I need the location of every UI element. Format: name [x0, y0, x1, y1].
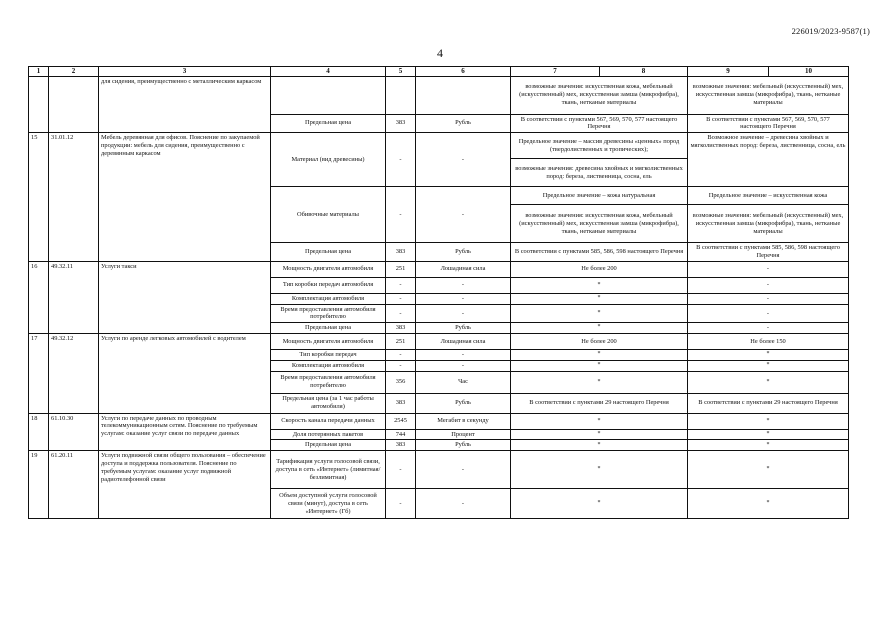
unit: Лошадиная сила: [416, 334, 511, 350]
characteristic: Комплектация автомобиля: [271, 360, 386, 371]
procurement-table: [28, 66, 849, 519]
item-name: Услуги такси: [99, 261, 271, 333]
okpd-code: 49.32.11: [49, 261, 99, 333]
value-cell: -: [688, 323, 849, 334]
value-cell: *: [511, 293, 688, 304]
value-cell: В соответствии с пунктами 567, 569, 570, 577 настоящего Перечня: [511, 114, 688, 133]
unit: -: [416, 187, 511, 243]
okei-code: -: [386, 360, 416, 371]
value-cell: возможные значения: искусственная кожа, мебельный (искусственный) мех, искусственная замша (микрофибра), ткань, нетканые материалы: [511, 76, 688, 114]
column-number-row: [29, 67, 849, 77]
unit: -: [416, 350, 511, 361]
table-row: [29, 133, 849, 159]
okpd-code: 31.01.12: [49, 133, 99, 262]
okei-code: -: [386, 293, 416, 304]
characteristic: Предельная цена: [271, 323, 386, 334]
item-name: Услуги подвижной связи общего пользования – обеспечение доступа и поддержка пользователя. Пояснение по требуемым услугам: оказание услуг подвижной радиотелефонной связи: [99, 451, 271, 519]
value-cell: Не более 150: [688, 334, 849, 350]
characteristic: Предельная цена (за 1 час работы автомобиля): [271, 393, 386, 413]
unit: -: [416, 451, 511, 489]
column-number: 2: [49, 67, 99, 77]
value-cell: -: [688, 293, 849, 304]
characteristic: Скорость канала передачи данных: [271, 413, 386, 429]
value-cell: В соответствии с пунктами 29 настоящего Перечня: [511, 393, 688, 413]
characteristic: Тип коробки передач автомобиля: [271, 277, 386, 293]
value-cell: -: [688, 261, 849, 277]
value-cell: возможные значения: искусственная кожа, мебельный (искусственный) мех, искусственная замша (микрофибра), ткань, нетканые материалы: [511, 205, 688, 243]
row-number: 19: [29, 451, 49, 519]
column-number: 10: [769, 67, 849, 77]
column-number: 8: [600, 67, 688, 77]
value-cell: Предельное значение – кожа натуральная: [511, 187, 688, 205]
unit: -: [416, 489, 511, 519]
table-row: [29, 451, 849, 489]
characteristic: Время предоставления автомобиля потребителю: [271, 304, 386, 323]
value-cell: Предельное значение – искусственная кожа: [688, 187, 849, 205]
okei-code: 2545: [386, 413, 416, 429]
value-cell: -: [688, 304, 849, 323]
item-name: Услуги по передаче данных по проводным телекоммуникационным сетям. Пояснение по требуемым услугам: оказание услуг связи по передаче данных: [99, 413, 271, 451]
okei-code: 356: [386, 371, 416, 393]
okei-code: -: [386, 277, 416, 293]
unit: -: [416, 360, 511, 371]
item-name: для сидения, преимущественно с металлическим каркасом: [99, 76, 271, 133]
unit: Рубль: [416, 440, 511, 451]
okpd-code: 49.32.12: [49, 334, 99, 414]
unit: -: [416, 277, 511, 293]
value-cell: *: [688, 413, 849, 429]
value-cell: *: [511, 350, 688, 361]
row-number: 17: [29, 334, 49, 414]
unit: Час: [416, 371, 511, 393]
characteristic: Тип коробки передач: [271, 350, 386, 361]
table-row: [29, 76, 849, 114]
unit: -: [416, 304, 511, 323]
value-cell: возможные значения: мебельный (искусственный) мех, искусственная замша (микрофибра), ткань, нетканые материалы: [688, 76, 849, 114]
column-number: 1: [29, 67, 49, 77]
unit: Рубль: [416, 243, 511, 262]
unit: Рубль: [416, 323, 511, 334]
column-number: 3: [99, 67, 271, 77]
unit: Рубль: [416, 114, 511, 133]
okei-code: -: [386, 133, 416, 187]
value-cell: *: [688, 440, 849, 451]
value-cell: В соответствии с пунктами 585, 586, 598 настоящего Перечня: [688, 243, 849, 262]
okei-code: -: [386, 451, 416, 489]
value-cell: *: [511, 413, 688, 429]
page-number: 4: [437, 46, 443, 60]
value-cell: *: [688, 350, 849, 361]
value-cell: *: [511, 277, 688, 293]
value-cell: *: [688, 371, 849, 393]
okei-code: 383: [386, 114, 416, 133]
characteristic: Комплектация автомобиля: [271, 293, 386, 304]
okei-code: -: [386, 304, 416, 323]
okpd-code: 61.20.11: [49, 451, 99, 519]
row-number: 18: [29, 413, 49, 451]
value-cell: *: [511, 323, 688, 334]
characteristic: Предельная цена: [271, 243, 386, 262]
table-row: [29, 261, 849, 277]
value-cell: Возможное значение – древесина хвойных и мягколиственных пород: береза, лиственница, сосна, ель: [688, 133, 849, 187]
characteristic: Тарификация услуги голосовой связи, доступа в сеть «Интернет» (лимитная/безлимитная): [271, 451, 386, 489]
characteristic: Предельная цена: [271, 114, 386, 133]
characteristic: Мощность двигателя автомобиля: [271, 261, 386, 277]
unit: Рубль: [416, 393, 511, 413]
characteristic: Обивочные материалы: [271, 187, 386, 243]
value-cell: *: [511, 489, 688, 519]
unit: Процент: [416, 429, 511, 440]
value-cell: *: [511, 429, 688, 440]
value-cell: *: [511, 451, 688, 489]
characteristic: Доля потерянных пакетов: [271, 429, 386, 440]
characteristic: Объем доступной услуги голосовой связи (минут), доступа в сеть «Интернет» (Гб): [271, 489, 386, 519]
value-cell: *: [511, 371, 688, 393]
column-number: 7: [511, 67, 600, 77]
characteristic: Время предоставления автомобиля потребителю: [271, 371, 386, 393]
row-number: 15: [29, 133, 49, 262]
value-cell: *: [688, 360, 849, 371]
item-name: Услуги по аренде легковых автомобилей с водителем: [99, 334, 271, 414]
value-cell: Не более 200: [511, 261, 688, 277]
table-row: [29, 334, 849, 350]
value-cell: Не более 200: [511, 334, 688, 350]
okei-code: -: [386, 187, 416, 243]
value-cell: *: [511, 440, 688, 451]
okpd-code: 61.10.30: [49, 413, 99, 451]
value-cell: *: [511, 304, 688, 323]
okei-code: 383: [386, 243, 416, 262]
value-cell: *: [688, 489, 849, 519]
characteristic: Материал (вид древесины): [271, 133, 386, 187]
unit: -: [416, 293, 511, 304]
characteristic: Мощность двигателя автомобиля: [271, 334, 386, 350]
okei-code: -: [386, 350, 416, 361]
value-cell: -: [688, 277, 849, 293]
okei-code: -: [386, 489, 416, 519]
item-name: Мебель деревянная для офисов. Пояснение по закупаемой продукции: мебель для сидения, преимущественно с деревянным каркасом: [99, 133, 271, 262]
okei-code: 383: [386, 440, 416, 451]
value-cell: В соответствии с пунктами 29 настоящего Перечня: [688, 393, 849, 413]
table-row: [29, 413, 849, 429]
value-cell: возможные значения: древесина хвойных и мягколиственных пород: береза, лиственница, сосна, ель: [511, 159, 688, 187]
column-number: 6: [416, 67, 511, 77]
value-cell: *: [511, 360, 688, 371]
okei-code: 744: [386, 429, 416, 440]
okei-code: 251: [386, 334, 416, 350]
value-cell: В соответствии с пунктами 567, 569, 570, 577 настоящего Перечня: [688, 114, 849, 133]
okei-code: 383: [386, 323, 416, 334]
value-cell: возможные значения: мебельный (искусственный) мех, искусственная замша (микрофибра), ткань, нетканые материалы: [688, 205, 849, 243]
document-number: 226019/2023-9587(1): [791, 26, 870, 36]
value-cell: *: [688, 451, 849, 489]
unit: Мегабит в секунду: [416, 413, 511, 429]
okei-code: 251: [386, 261, 416, 277]
column-number: 4: [271, 67, 386, 77]
unit: -: [416, 133, 511, 187]
row-number: 16: [29, 261, 49, 333]
value-cell: *: [688, 429, 849, 440]
column-number: 9: [688, 67, 769, 77]
okei-code: 383: [386, 393, 416, 413]
column-number: 5: [386, 67, 416, 77]
value-cell: Предельное значение – массив древесины «ценных» пород (твердолиственных и тропических);: [511, 133, 688, 159]
characteristic: Предельная цена: [271, 440, 386, 451]
unit: Лошадиная сила: [416, 261, 511, 277]
value-cell: В соответствии с пунктами 585, 586, 598 настоящего Перечня: [511, 243, 688, 262]
